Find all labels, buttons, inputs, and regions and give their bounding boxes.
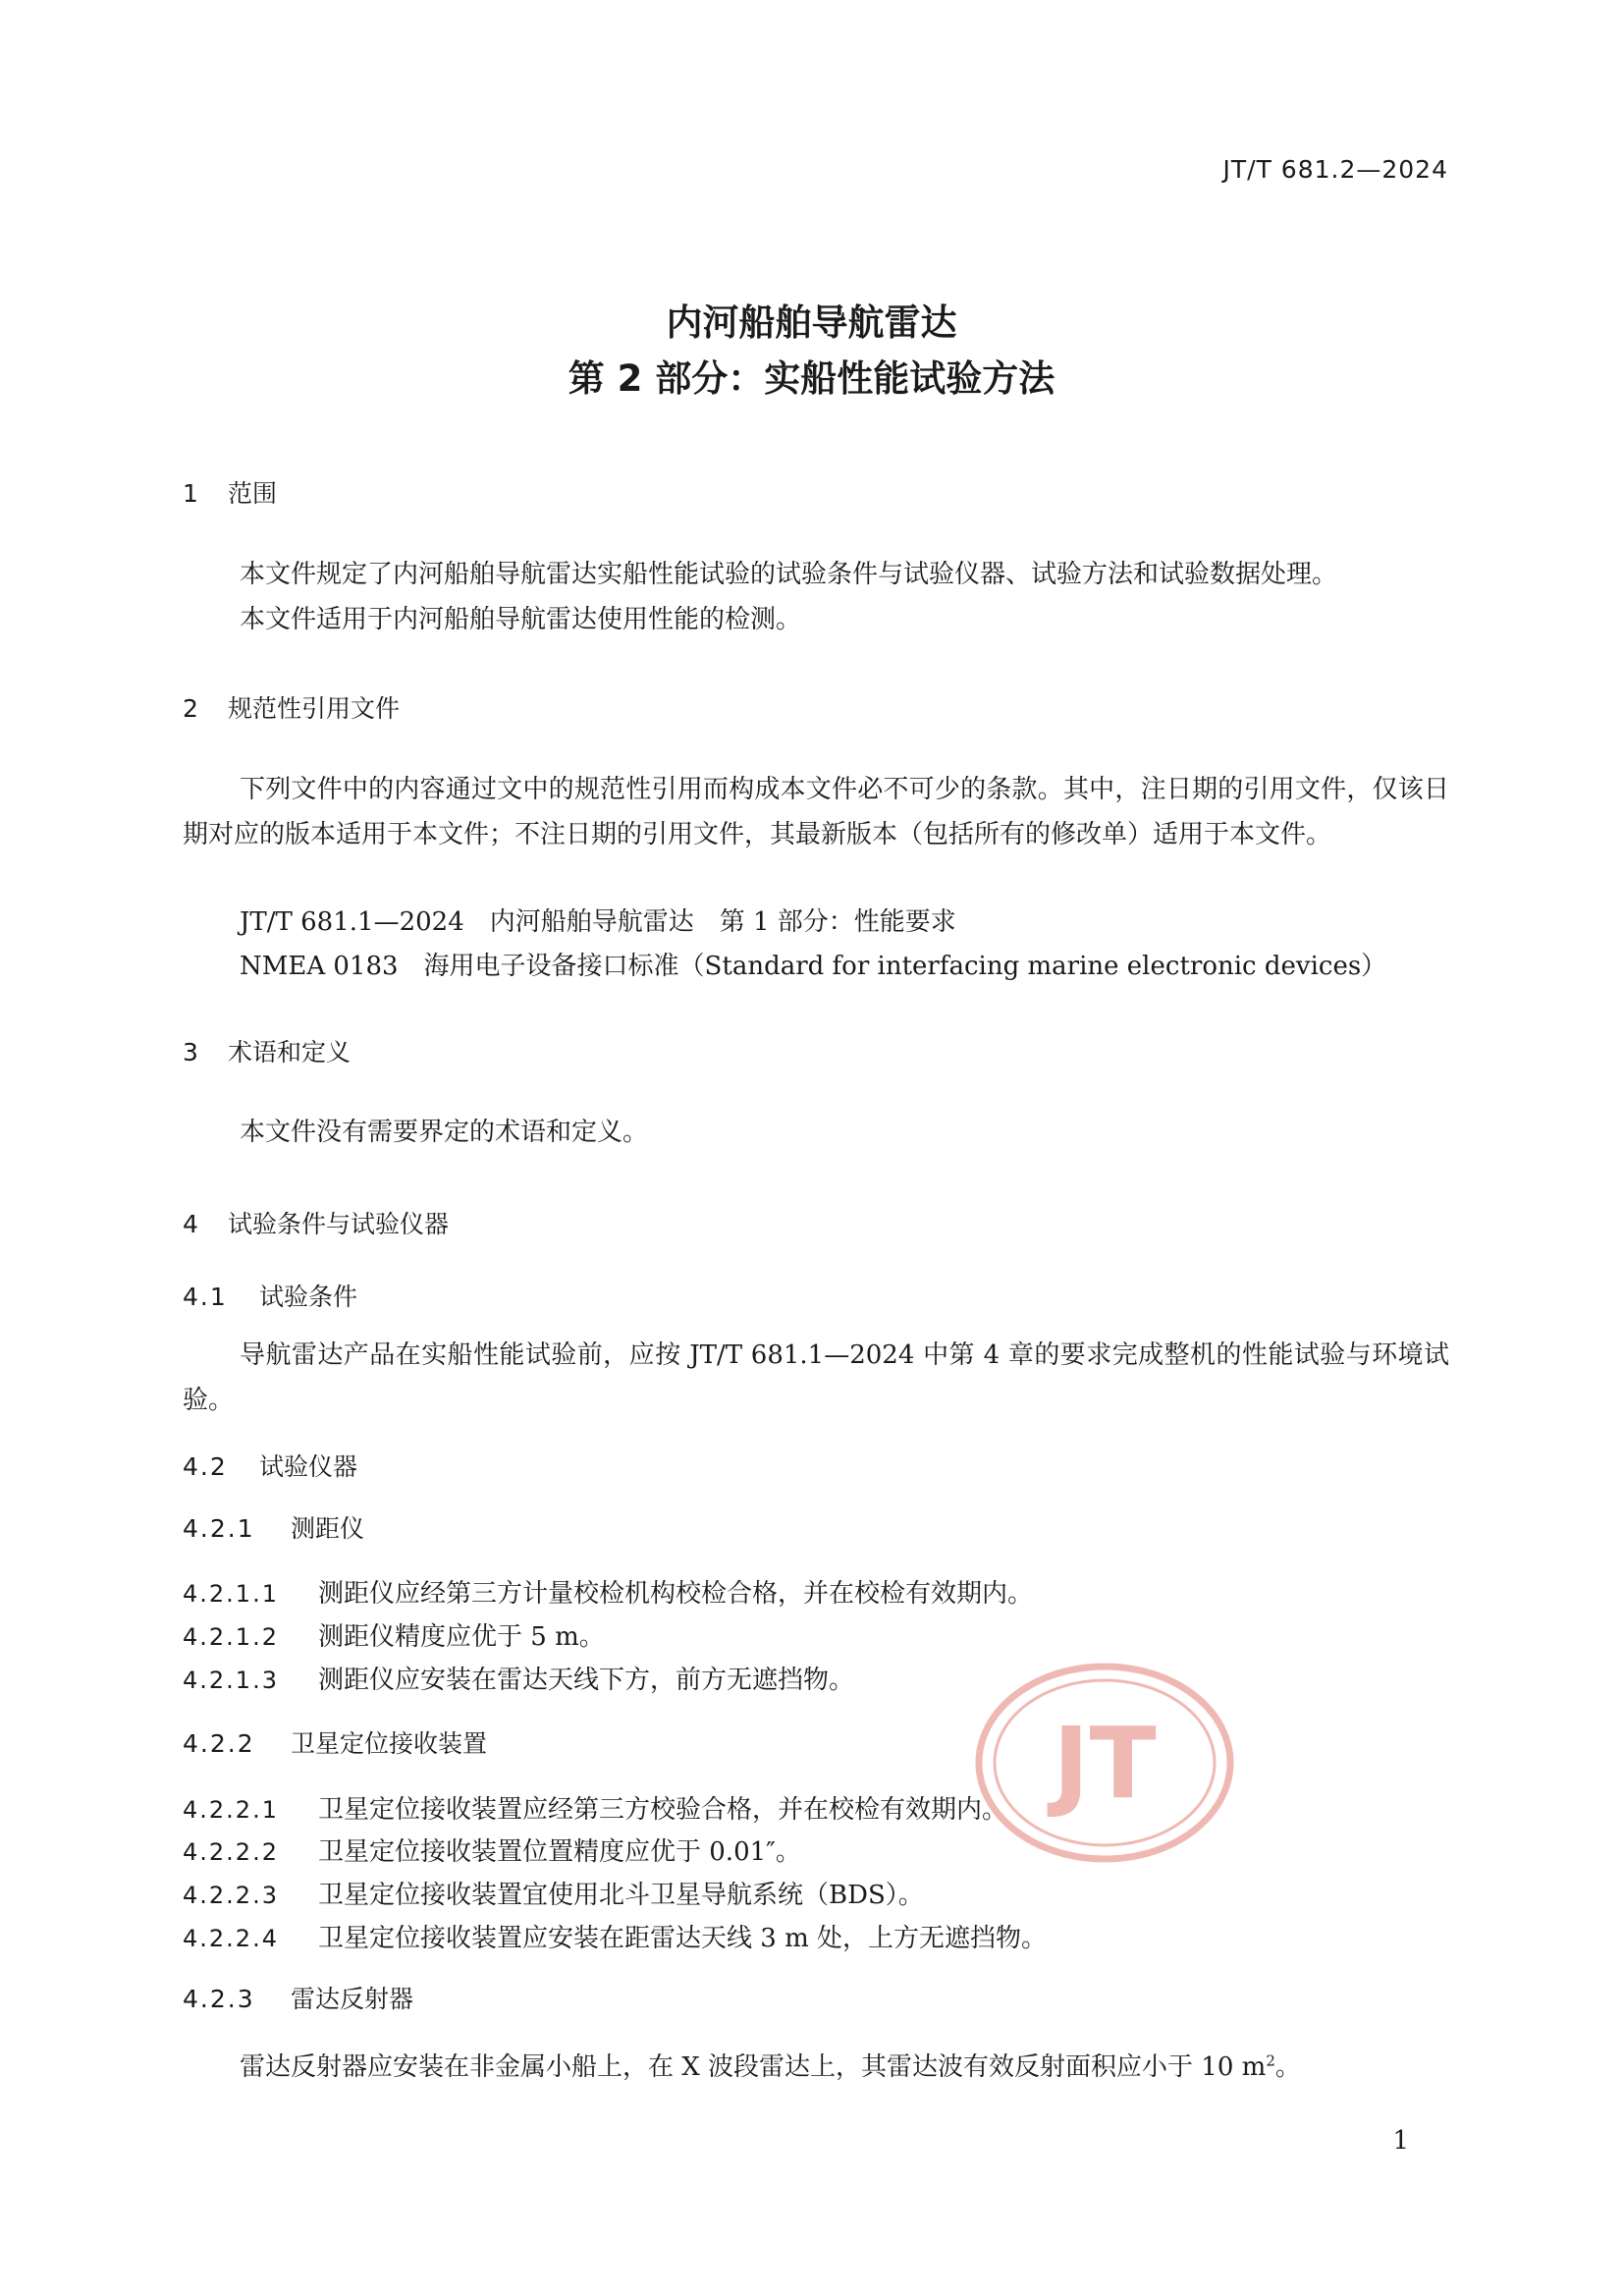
- section-title: 试验条件与试验仪器: [228, 1210, 450, 1238]
- clause-4-2-1-1: [183, 1573, 1033, 1610]
- section-title: 卫星定位接收装置: [291, 1729, 488, 1758]
- clause-number: 4.2.2.1: [183, 1796, 279, 1824]
- clause-text: 卫星定位接收装置宜使用北斗卫星导航系统（BDS）。: [318, 1881, 924, 1910]
- title-line-1: 内河船舶导航雷达: [666, 301, 957, 344]
- clause-text: 测距仪精度应优于 5 m。: [318, 1622, 605, 1652]
- section-title: 试验条件: [259, 1283, 358, 1311]
- section-number: 4.1: [183, 1283, 228, 1311]
- section-title: 试验仪器: [259, 1452, 358, 1481]
- clause-text: 卫星定位接收装置应安装在距雷达天线 3 m 处，上方无遮挡物。: [318, 1924, 1047, 1953]
- section-number: 4.2.2: [183, 1729, 255, 1758]
- clause-4-2-2-3: [183, 1875, 924, 1911]
- section-number: 1: [183, 479, 200, 508]
- clause-4-2-2-1: [183, 1789, 1007, 1826]
- section-title: 范围: [228, 479, 278, 508]
- clause-number: 4.2.1.3: [183, 1667, 279, 1694]
- section-4-2-1-heading: [183, 1509, 364, 1545]
- clause-text: 测距仪应安装在雷达天线下方，前方无遮挡物。: [318, 1666, 855, 1695]
- section-number: 3: [183, 1038, 200, 1066]
- title-line-2: 第 2 部分：实船性能试验方法: [568, 357, 1055, 400]
- section-2-heading: [183, 689, 400, 725]
- clause-text: 卫星定位接收装置位置精度应优于 0.01″。: [318, 1837, 801, 1867]
- section-4-2-heading: [183, 1448, 357, 1483]
- section-3-paragraph: 本文件没有需要界定的术语和定义。: [240, 1118, 649, 1147]
- clause-number: 4.2.2.3: [183, 1882, 279, 1909]
- section-1-paragraph-2: 本文件适用于内河船舶导航雷达使用性能的检测。: [240, 605, 802, 634]
- document-id: JT/T 681.2—2024: [1222, 155, 1448, 184]
- section-number: 4.2: [183, 1452, 228, 1481]
- section-4-2-2-heading: [183, 1724, 487, 1760]
- section-4-2-3-paragraph: [240, 2047, 1301, 2083]
- normative-reference-1: JT/T 681.1—2024 内河船舶导航雷达 第 1 部分：性能要求: [240, 907, 956, 937]
- page-number: 1: [1392, 2126, 1409, 2156]
- section-2-paragraph: 下列文件中的内容通过文中的规范性引用而构成本文件必不可少的条款。其中，注日期的引用文件，仅该日期对应的版本适用于本文件；不注日期的引用文件，其最新版本（包括所有的修改单）适用于本文件。: [183, 775, 1449, 849]
- section-4-1-paragraph: 导航雷达产品在实船性能试验前，应按 JT/T 681.1—2024 中第 4 章的要求完成整机的性能试验与环境试验。: [183, 1340, 1449, 1415]
- section-number: 4: [183, 1210, 200, 1238]
- section-title: 测距仪: [291, 1514, 365, 1543]
- clause-number: 4.2.2.2: [183, 1838, 279, 1866]
- normative-reference-2: NMEA 0183 海用电子设备接口标准（Standard for interfacing marine electronic devices）: [240, 952, 1387, 981]
- clause-4-2-2-2: [183, 1831, 801, 1868]
- section-4-2-3-heading: [183, 1980, 413, 2015]
- seal-text: JT: [1053, 1706, 1157, 1821]
- clause-text: 测距仪应经第三方计量校检机构校检合格，并在校检有效期内。: [318, 1579, 1034, 1609]
- clause-4-2-1-2: [183, 1616, 605, 1653]
- section-1-paragraph-1: 本文件规定了内河船舶导航雷达实船性能试验的试验条件与试验仪器、试验方法和试验数据处理。: [240, 560, 1338, 589]
- clause-number: 4.2.1.2: [183, 1623, 279, 1651]
- section-3-heading: [183, 1033, 351, 1068]
- paragraph-end: 。: [1274, 2052, 1301, 2082]
- section-title: 规范性引用文件: [228, 694, 401, 723]
- section-number: 2: [183, 694, 200, 723]
- section-4-heading: [183, 1205, 449, 1240]
- clause-text: 卫星定位接收装置应经第三方校验合格，并在校检有效期内。: [318, 1795, 1008, 1825]
- jt-seal-watermark: [972, 1660, 1237, 1866]
- section-title: 术语和定义: [228, 1038, 352, 1066]
- section-number: 4.2.3: [183, 1985, 255, 2013]
- section-title: 雷达反射器: [291, 1985, 414, 2013]
- paragraph-text: 雷达反射器应安装在非金属小船上，在 X 波段雷达上，其雷达波有效反射面积应小于 10 m: [240, 2052, 1267, 2082]
- section-number: 4.2.1: [183, 1514, 255, 1543]
- clause-4-2-2-4: [183, 1918, 1047, 1954]
- section-1-heading: [183, 474, 277, 510]
- clause-number: 4.2.2.4: [183, 1925, 279, 1952]
- section-4-1-heading: [183, 1278, 357, 1313]
- clause-number: 4.2.1.1: [183, 1580, 279, 1608]
- superscript: 2: [1266, 2051, 1275, 2070]
- clause-4-2-1-3: [183, 1660, 854, 1696]
